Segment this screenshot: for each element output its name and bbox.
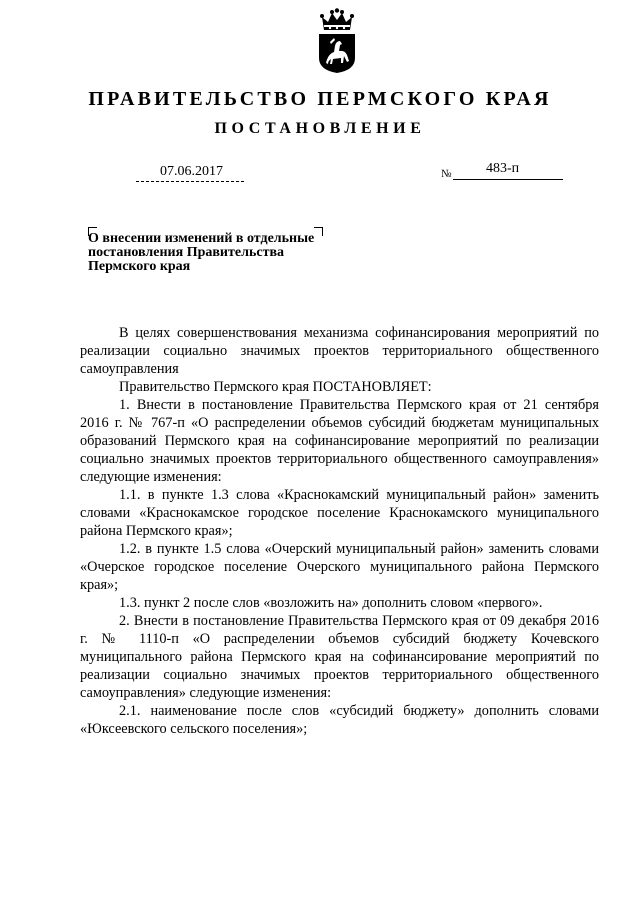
subject-line: О внесении изменений в отдельные — [88, 231, 315, 246]
shield-icon — [319, 34, 355, 73]
date-underline — [136, 181, 244, 182]
document-number: 483-п — [486, 161, 520, 176]
crown-icon — [320, 8, 354, 30]
body-paragraph: 2.1. наименование после слов «субсидий бюджету» дополнить словами «Юксеевского сельского поселения»; — [80, 703, 599, 737]
document-type: ПОСТАНОВЛЕНИЕ — [214, 120, 426, 137]
body-paragraph: Правительство Пермского края ПОСТАНОВЛЯЕТ: — [119, 379, 432, 395]
body-paragraph: 1. Внести в постановление Правительства Пермского края от 21 сентября 2016 г. № 767-п «О распределении объемов субсидий бюджетам муниципальных образований Пермского края на софинансирование мероприятий по реализации социально значимых проектов территориального общественного самоуправления» следующие изменения: — [80, 397, 599, 485]
document-body — [80, 324, 599, 738]
subject-line: постановления Правительства — [88, 245, 284, 260]
perm-krai-emblem — [316, 8, 358, 74]
document-date: 07.06.2017 — [160, 164, 223, 179]
body-paragraph: 1.1. в пункте 1.3 слова «Краснокамский муниципальный район» заменить словами «Краснокамское городское поселение Краснокамского муниципального района Пермского края»; — [80, 487, 599, 539]
number-underline — [453, 179, 563, 180]
body-paragraph: 2. Внести в постановление Правительства Пермского края от 09 декабря 2016 г. № 1110-п «О распределении объемов субсидий бюджету Кочевского муниципального района Пермского края на софинансирование мероприятий по реализации социально значимых проектов территориального общественного самоуправления» следующие изменения: — [80, 613, 599, 701]
document-subject — [88, 232, 338, 274]
subject-line: Пермского края — [88, 259, 191, 274]
body-paragraph: 1.2. в пункте 1.5 слова «Очерский муниципальный район» заменить словами «Очерское городское поселение Очерского муниципального района Пермского края»; — [80, 541, 599, 593]
number-sign: № — [441, 168, 452, 180]
body-paragraph: 1.3. пункт 2 после слов «возложить на» дополнить словом «первого». — [119, 595, 543, 611]
body-paragraph: В целях совершенствования механизма софинансирования мероприятий по реализации социально значимых проектов территориального общественного самоуправления — [80, 325, 599, 377]
government-title: ПРАВИТЕЛЬСТВО ПЕРМСКОГО КРАЯ — [88, 88, 552, 110]
